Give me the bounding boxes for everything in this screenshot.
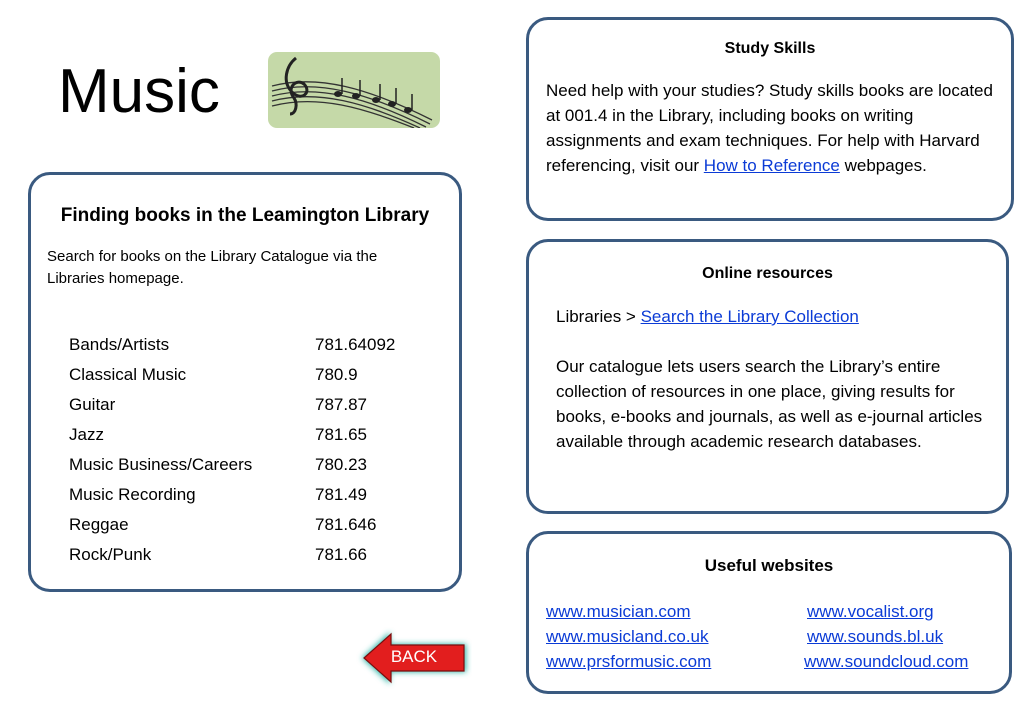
online-resources-path [556,304,859,329]
table-row [69,510,395,540]
shelfmark-cell: 780.23 [315,455,367,474]
useful-websites-title: Useful websites [704,556,834,575]
online-resources-title: Online resources [702,265,833,282]
shelfmark-cell: 780.9 [315,365,358,384]
online-resources-description: Our catalogue lets users search the Library’s entire collection of resources in one place, giving results for books, e-books and journals, as well as e-journal articles available through academic research databases. [556,357,983,451]
search-library-collection-link[interactable]: Search the Library Collection [640,307,859,326]
table-row [69,480,395,510]
shelfmark-cell: 781.65 [315,425,367,444]
subject-cell: Jazz [69,425,104,444]
study-skills-text [546,78,1002,178]
online-resources-panel [526,239,1009,514]
table-row [69,360,395,390]
study-skills-text-before: Need help with your studies? Study skills books are located at 001.4 in the Library, including books on writing assignments and exam techniques. For help with Harvard referencing, visit our [546,81,993,175]
table-row [69,420,395,450]
website-link-soundcloud[interactable]: www.soundcloud.com [804,652,969,671]
back-button-label: BACK [390,647,438,666]
subject-cell: Classical Music [69,365,187,384]
finding-books-intro: Search for books on the Library Catalogue via the Libraries homepage. [47,248,378,287]
subject-cell: Music Business/Careers [69,455,253,474]
shelfmark-table [69,330,395,570]
shelfmark-cell: 787.87 [315,395,367,414]
path-prefix: Libraries > [556,307,641,326]
shelfmark-cell: 781.646 [315,515,377,534]
shelfmark-cell: 781.64092 [315,335,396,354]
subject-cell: Guitar [69,395,116,414]
finding-books-panel [28,172,462,592]
website-link-prsformusic[interactable]: www.prsformusic.com [546,652,712,671]
shelfmark-cell: 781.66 [315,545,367,564]
website-link-musician[interactable]: www.musician.com [546,602,691,621]
table-row [69,330,395,360]
study-skills-title: Study Skills [724,40,816,57]
music-staff-image [268,52,440,128]
shelfmark-cell: 781.49 [315,485,367,504]
how-to-reference-link[interactable]: How to Reference [703,156,840,175]
table-row [69,390,395,420]
back-button[interactable] [356,627,472,689]
study-skills-panel [526,17,1014,221]
table-row [69,540,395,570]
table-row [69,450,395,480]
website-link-vocalist[interactable]: www.vocalist.org [807,602,934,621]
study-skills-text-after: webpages. [839,156,927,175]
subject-cell: Music Recording [69,485,196,504]
subject-cell: Rock/Punk [69,545,152,564]
website-link-musicland[interactable]: www.musicland.co.uk [546,627,709,646]
page-title: Music [58,57,220,126]
subject-cell: Bands/Artists [69,335,170,354]
website-link-sounds-bl[interactable]: www.sounds.bl.uk [807,627,944,646]
finding-books-title: Finding books in the Leamington Library [60,205,430,226]
useful-websites-panel [526,531,1012,694]
subject-cell: Reggae [69,515,129,534]
